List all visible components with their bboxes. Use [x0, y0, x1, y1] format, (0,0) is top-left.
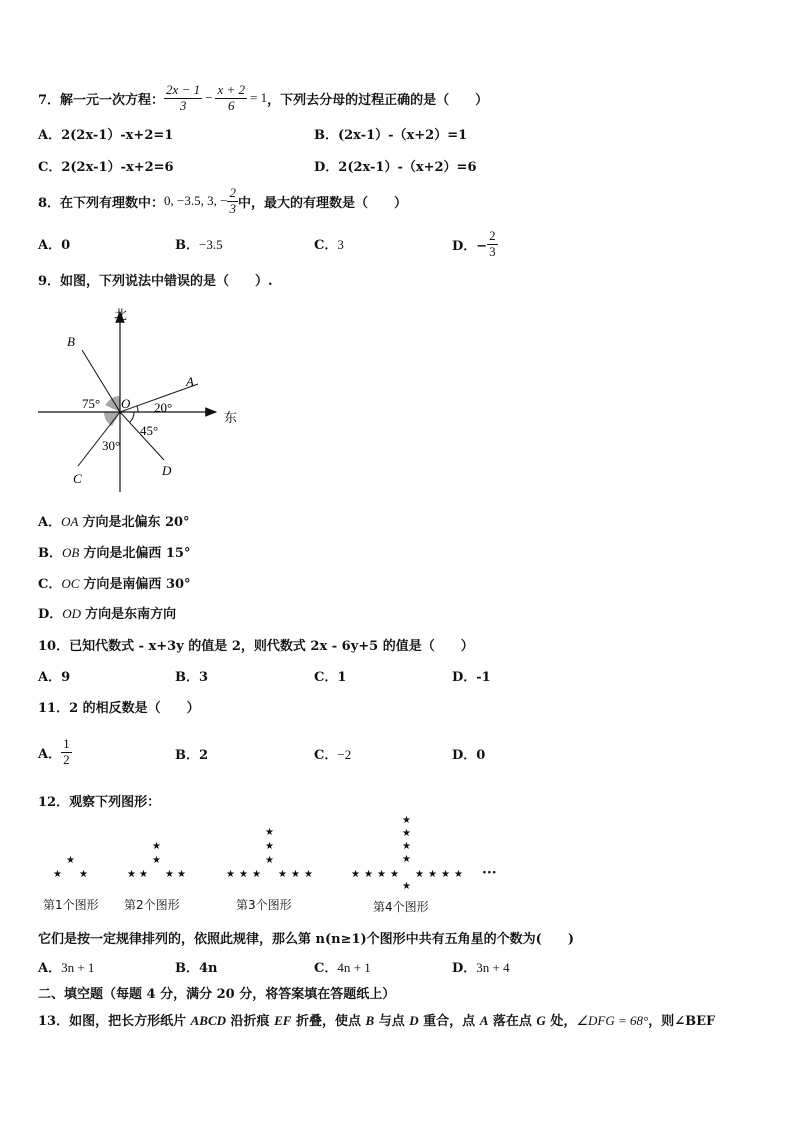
q12-option-a[interactable]: [38, 957, 94, 976]
q7-prefix: 7．解一元一次方程：: [38, 92, 165, 108]
q11-stem: 11．2 的相反数是（ ）: [38, 701, 200, 716]
q7-option-d[interactable]: D．2(2x-1）-（x+2）=6: [314, 160, 477, 175]
q9-option-c[interactable]: [38, 573, 191, 592]
q12-option-c[interactable]: [314, 957, 371, 976]
q12-option-d-label: D．: [452, 961, 477, 976]
q9-shade-75: [106, 396, 121, 412]
q12-star: ★: [402, 854, 411, 865]
q12-star: ★: [428, 869, 437, 880]
q10-option-b[interactable]: B．3: [175, 670, 209, 685]
q9-shade-30: [104, 412, 120, 426]
q13-point-g: G: [536, 1013, 546, 1028]
q12-star: ★: [66, 855, 75, 866]
q7-fraction-1: [164, 83, 202, 114]
q12-stem: 12．观察下列图形：: [38, 795, 161, 810]
q12-star: ★: [226, 869, 235, 880]
q8-option-b-value: −3.5: [199, 237, 223, 252]
q9-option-a-label: A．: [38, 515, 62, 530]
q12-star: ★: [454, 869, 463, 880]
q7-minus-sign: −: [205, 90, 213, 105]
q9-label-b: B: [67, 334, 75, 349]
q8-suffix: 中，最大的有理数是（ ）: [237, 195, 407, 211]
q8-option-c-label: C．: [314, 238, 338, 253]
q9-angle-20: 20°: [154, 400, 173, 415]
q12-star: ★: [441, 869, 450, 880]
q13-part-1: 13．如图，把长方形纸片: [38, 1014, 191, 1029]
q12-note: 它们是按一定规律排列的，依照此规律，那么第 n(n≥1)个图形中共有五角星的个数为( ): [38, 932, 574, 947]
q12-star: ★: [377, 869, 386, 880]
q8-fraction-denominator: 3: [229, 200, 236, 216]
q9-arc-45: [130, 412, 134, 422]
q9-angle-30: 30°: [102, 438, 121, 453]
q8-option-b-label: B．: [175, 238, 199, 253]
q11-option-a-label: A．: [38, 746, 62, 762]
q9-label-d: D: [162, 463, 172, 478]
q12-star: ★: [252, 869, 261, 880]
q13-point-a: A: [479, 1013, 489, 1028]
q8-option-d-fraction: [487, 229, 498, 260]
q13-part-8: ，则∠BEF: [648, 1014, 716, 1029]
q8-stem: [38, 181, 407, 221]
q12-star: ★: [139, 869, 148, 880]
q9-option-b-label: B．: [38, 546, 62, 561]
q9-option-c-label: C．: [38, 577, 62, 592]
q12-star: ★: [79, 869, 88, 880]
q9-angle-75: 75°: [82, 396, 101, 411]
q9-option-b[interactable]: [38, 542, 190, 561]
q8-fraction-numerator: 2: [229, 184, 236, 200]
q9-option-b-ray: OB: [62, 545, 80, 560]
q12-ellipsis: ···: [482, 865, 497, 881]
q10-option-c[interactable]: C．1: [314, 670, 347, 685]
q12-caption-1: 第1个图形: [43, 898, 99, 912]
q7-fraction-1-denominator: 3: [179, 97, 187, 113]
q12-star: ★: [402, 815, 411, 826]
q8-option-b[interactable]: [175, 234, 223, 253]
q12-star: ★: [165, 869, 174, 880]
q12-star: ★: [291, 869, 300, 880]
q8-option-d-numerator: 2: [489, 227, 496, 243]
q7-equals: = 1: [249, 90, 268, 105]
q12-star: ★: [177, 869, 186, 880]
q7-fraction-2: [215, 83, 247, 114]
q13-angle-dfg: ∠DFG = 68°: [576, 1013, 649, 1028]
q12-star: ★: [415, 869, 424, 880]
q7-option-b[interactable]: B．(2x-1）-（x+2）=1: [314, 128, 468, 143]
q12-star: ★: [265, 827, 274, 838]
q12-caption-2: 第2个图形: [124, 898, 180, 912]
q7-fraction-1-numerator: 2x − 1: [166, 81, 201, 97]
q12-star: ★: [402, 841, 411, 852]
q11-option-a-fraction: [61, 737, 72, 768]
q9-option-d[interactable]: [38, 603, 176, 622]
q12-option-d-value: 3n + 4: [476, 960, 510, 975]
q12-star: ★: [304, 869, 313, 880]
q13-part-5: 重合，点: [418, 1014, 480, 1029]
q12-caption-3: 第3个图形: [236, 898, 292, 912]
q9-option-d-text: 方向是东南方向: [85, 607, 177, 622]
q9-option-a-text: 方向是北偏东 20°: [82, 515, 190, 530]
q9-label-a: A: [186, 374, 194, 389]
q13-part-7: 处，: [545, 1014, 577, 1029]
q13-part-3: 折叠，使点: [291, 1014, 366, 1029]
q12-star: ★: [152, 841, 161, 852]
section-2-heading: 二、填空题（每题 4 分，满分 20 分，将答案填在答题纸上）: [38, 987, 396, 1002]
q8-option-c[interactable]: [314, 234, 344, 253]
q11-option-a[interactable]: [38, 732, 72, 772]
q11-option-c-label: C．: [314, 748, 338, 763]
q8-option-d-denominator: 3: [489, 243, 496, 259]
q12-option-c-value: 4n + 1: [337, 960, 371, 975]
q9-option-d-ray: OD: [62, 606, 82, 621]
q13-part-6: 落在点: [488, 1014, 537, 1029]
q12-star: ★: [265, 841, 274, 852]
q12-star: ★: [278, 869, 287, 880]
q11-option-a-denominator: 2: [63, 751, 70, 767]
q8-option-c-value: 3: [337, 237, 344, 252]
q12-star: ★: [127, 869, 136, 880]
q12-star: ★: [390, 869, 399, 880]
q9-option-a-ray: OA: [61, 514, 79, 529]
q7-fraction-2-numerator: x + 2: [217, 81, 245, 97]
q12-option-c-label: C．: [314, 961, 338, 976]
q12-option-d[interactable]: [452, 957, 510, 976]
q10-option-a[interactable]: A．9: [38, 670, 71, 685]
q8-fraction: [227, 186, 238, 217]
q11-option-b[interactable]: B．2: [175, 748, 209, 763]
q12-star: ★: [265, 855, 274, 866]
q9-label-o: O: [121, 396, 131, 411]
q9-label-north: 北: [114, 308, 128, 323]
q8-number-list: 0, −3.5, 3, −: [164, 193, 228, 208]
q13-point-b: B: [365, 1013, 375, 1028]
q13-part-4: 与点: [374, 1014, 410, 1029]
q9-stem: 9．如图，下列说法中错误的是（ ）.: [38, 274, 273, 289]
q13-part-2: 沿折痕: [226, 1014, 275, 1029]
q12-star: ★: [53, 869, 62, 880]
q7-stem: [38, 78, 488, 118]
q7-fraction-2-denominator: 6: [227, 97, 235, 113]
q8-prefix: 8．在下列有理数中：: [38, 195, 165, 211]
q7-option-a[interactable]: A．2(2x-1）-x+2=1: [38, 128, 174, 143]
q13-abcd: ABCD: [190, 1013, 227, 1028]
q9-option-c-text: 方向是南偏西 30°: [83, 577, 191, 592]
q9-angle-45: 45°: [140, 423, 159, 438]
q9-direction-figure: [30, 300, 260, 500]
q9-option-c-ray: OC: [61, 576, 80, 591]
q8-option-d-label: D．−: [452, 238, 488, 254]
q11-option-c[interactable]: [314, 744, 351, 763]
q7-suffix: ，下列去分母的过程正确的是（ ）: [267, 92, 489, 108]
q10-stem: 10．已知代数式 - x+3y 的值是 2，则代数式 2x - 6y+5 的值是（ ）: [38, 639, 474, 654]
q13-point-d: D: [409, 1013, 419, 1028]
q9-label-c: C: [73, 471, 82, 486]
q9-arc-20: [137, 406, 138, 412]
q12-star-figures: [0, 815, 794, 915]
q9-option-d-label: D．: [38, 607, 63, 622]
q9-option-b-text: 方向是北偏西 15°: [83, 546, 191, 561]
q12-star: ★: [402, 828, 411, 839]
q8-option-a[interactable]: A．0: [38, 238, 71, 253]
q12-star: ★: [152, 855, 161, 866]
q12-option-a-value: 3n + 1: [61, 960, 95, 975]
q10-option-d[interactable]: D．-1: [452, 670, 491, 685]
q13-stem: [38, 1010, 715, 1029]
q11-option-d[interactable]: D．0: [452, 748, 486, 763]
q9-label-east: 东: [224, 411, 238, 426]
q12-star: ★: [364, 869, 373, 880]
q9-option-a[interactable]: [38, 511, 190, 530]
q11-option-a-numerator: 1: [63, 735, 70, 751]
q12-star: ★: [351, 869, 360, 880]
q13-ef: EF: [274, 1013, 292, 1028]
q12-option-a-label: A．: [38, 961, 62, 976]
q12-star: ★: [239, 869, 248, 880]
q12-caption-4: 第4个图形: [373, 900, 429, 914]
q11-option-c-value: −2: [337, 747, 352, 762]
q8-option-d[interactable]: [452, 224, 498, 264]
q12-option-b[interactable]: B．4n: [175, 961, 218, 976]
q7-option-c[interactable]: C．2(2x-1）-x+2=6: [38, 160, 174, 175]
q12-star: ★: [402, 881, 411, 892]
